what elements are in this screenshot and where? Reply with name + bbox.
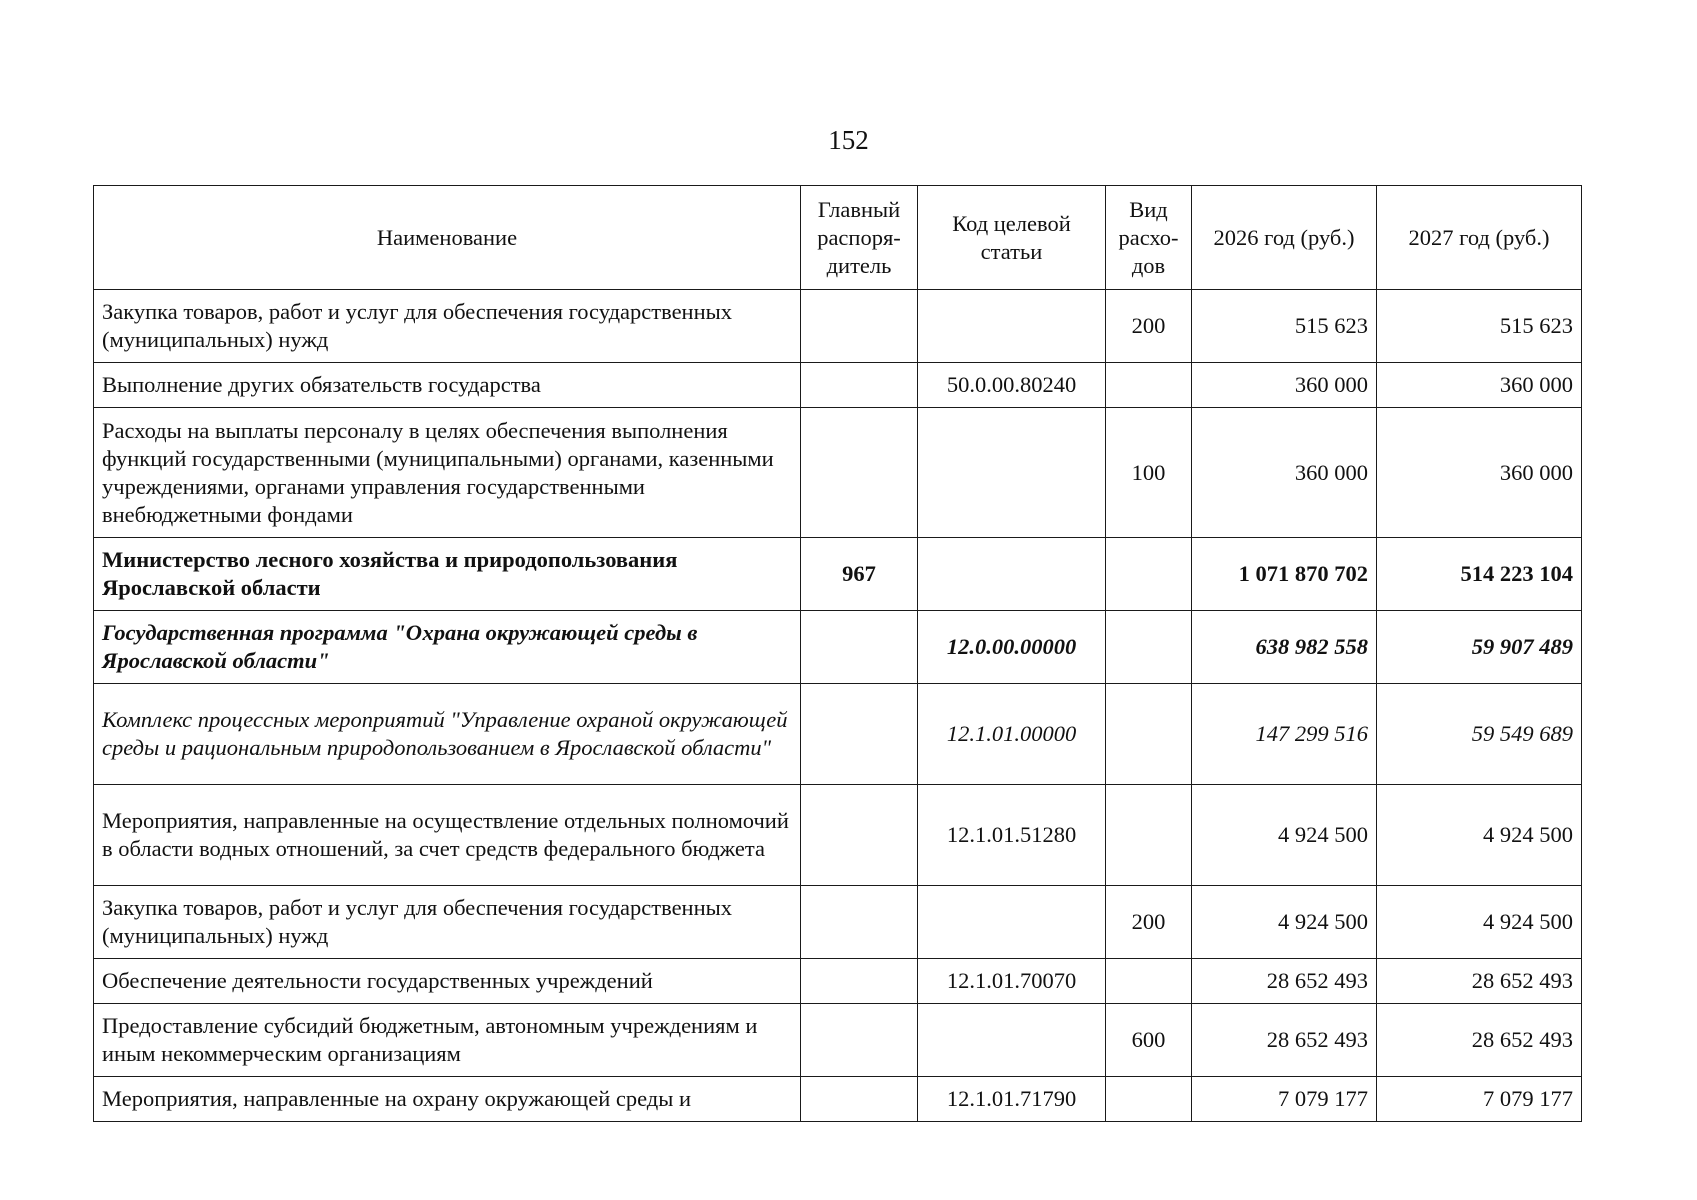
row-2026: 28 652 493 <box>1192 959 1377 1004</box>
row-kind <box>1106 684 1192 785</box>
row-kind: 100 <box>1106 408 1192 538</box>
row-2027: 59 549 689 <box>1377 684 1582 785</box>
row-2026: 638 982 558 <box>1192 611 1377 684</box>
row-code: 12.1.01.51280 <box>918 785 1106 886</box>
table-row <box>94 363 1582 408</box>
table-row <box>94 408 1582 538</box>
row-2026: 1 071 870 702 <box>1192 538 1377 611</box>
table-row <box>94 1004 1582 1077</box>
header-admin <box>801 186 918 290</box>
row-name: Министерство лесного хозяйства и природопользования Ярославской области <box>94 538 801 611</box>
row-admin <box>801 290 918 363</box>
row-admin <box>801 684 918 785</box>
row-code: 12.1.01.00000 <box>918 684 1106 785</box>
header-admin-label: Главный распоря-дитель <box>817 196 901 278</box>
row-name: Государственная программа "Охрана окружающей среды в Ярославской области" <box>94 611 801 684</box>
row-admin <box>801 886 918 959</box>
row-admin <box>801 408 918 538</box>
row-name: Мероприятия, направленные на осуществление отдельных полномочий в области водных отношений, за счет средств федерального бюджета <box>94 785 801 886</box>
row-2027: 360 000 <box>1377 363 1582 408</box>
header-2027: 2027 год (руб.) <box>1377 186 1582 290</box>
row-name: Расходы на выплаты персоналу в целях обеспечения выполнения функций государственными (муниципальными) органами, казенными учреждениями, органами управления государственными внебюджетными фондами <box>94 408 801 538</box>
table-row <box>94 611 1582 684</box>
row-2027: 515 623 <box>1377 290 1582 363</box>
table-row <box>94 684 1582 785</box>
row-2026: 360 000 <box>1192 363 1377 408</box>
header-name: Наименование <box>94 186 801 290</box>
row-name: Мероприятия, направленные на охрану окружающей среды и <box>94 1077 801 1122</box>
table-row <box>94 886 1582 959</box>
row-kind <box>1106 1077 1192 1122</box>
row-code <box>918 538 1106 611</box>
row-kind <box>1106 538 1192 611</box>
table-row <box>94 290 1582 363</box>
row-2026: 147 299 516 <box>1192 684 1377 785</box>
row-code <box>918 1004 1106 1077</box>
row-code: 12.0.00.00000 <box>918 611 1106 684</box>
table-row <box>94 538 1582 611</box>
row-code <box>918 408 1106 538</box>
row-name: Обеспечение деятельности государственных учреждений <box>94 959 801 1004</box>
row-2027: 28 652 493 <box>1377 959 1582 1004</box>
row-admin <box>801 363 918 408</box>
row-2027: 28 652 493 <box>1377 1004 1582 1077</box>
row-admin <box>801 785 918 886</box>
budget-table <box>93 185 1582 1122</box>
row-2026: 360 000 <box>1192 408 1377 538</box>
header-code: Код целевой статьи <box>918 186 1106 290</box>
row-code <box>918 290 1106 363</box>
header-kind: Вид расхо-дов <box>1106 186 1192 290</box>
row-2027: 59 907 489 <box>1377 611 1582 684</box>
page-number: 152 <box>828 125 869 155</box>
row-name: Закупка товаров, работ и услуг для обеспечения государственных (муниципальных) нужд <box>94 290 801 363</box>
row-2027: 4 924 500 <box>1377 785 1582 886</box>
row-admin <box>801 1004 918 1077</box>
row-kind <box>1106 611 1192 684</box>
row-name: Комплекс процессных мероприятий "Управление охраной окружающей среды и рациональным природопользованием в Ярославской области" <box>94 684 801 785</box>
row-code: 50.0.00.80240 <box>918 363 1106 408</box>
row-kind: 200 <box>1106 886 1192 959</box>
row-code: 12.1.01.70070 <box>918 959 1106 1004</box>
row-name: Предоставление субсидий бюджетным, автономным учреждениям и иным некоммерческим организациям <box>94 1004 801 1077</box>
table-header-row <box>94 186 1582 290</box>
row-2027: 7 079 177 <box>1377 1077 1582 1122</box>
row-kind: 200 <box>1106 290 1192 363</box>
row-admin: 967 <box>801 538 918 611</box>
row-kind: 600 <box>1106 1004 1192 1077</box>
row-kind <box>1106 959 1192 1004</box>
row-2027: 360 000 <box>1377 408 1582 538</box>
row-2026: 28 652 493 <box>1192 1004 1377 1077</box>
row-2026: 4 924 500 <box>1192 785 1377 886</box>
table-row <box>94 959 1582 1004</box>
row-name: Выполнение других обязательств государства <box>94 363 801 408</box>
table-row <box>94 785 1582 886</box>
row-2027: 514 223 104 <box>1377 538 1582 611</box>
header-2026: 2026 год (руб.) <box>1192 186 1377 290</box>
row-2026: 4 924 500 <box>1192 886 1377 959</box>
row-2027: 4 924 500 <box>1377 886 1582 959</box>
row-admin <box>801 959 918 1004</box>
row-kind <box>1106 785 1192 886</box>
row-name: Закупка товаров, работ и услуг для обеспечения государственных (муниципальных) нужд <box>94 886 801 959</box>
table-row <box>94 1077 1582 1122</box>
row-kind <box>1106 363 1192 408</box>
row-2026: 515 623 <box>1192 290 1377 363</box>
row-code <box>918 886 1106 959</box>
row-admin <box>801 1077 918 1122</box>
row-code: 12.1.01.71790 <box>918 1077 1106 1122</box>
row-admin <box>801 611 918 684</box>
row-2026: 7 079 177 <box>1192 1077 1377 1122</box>
